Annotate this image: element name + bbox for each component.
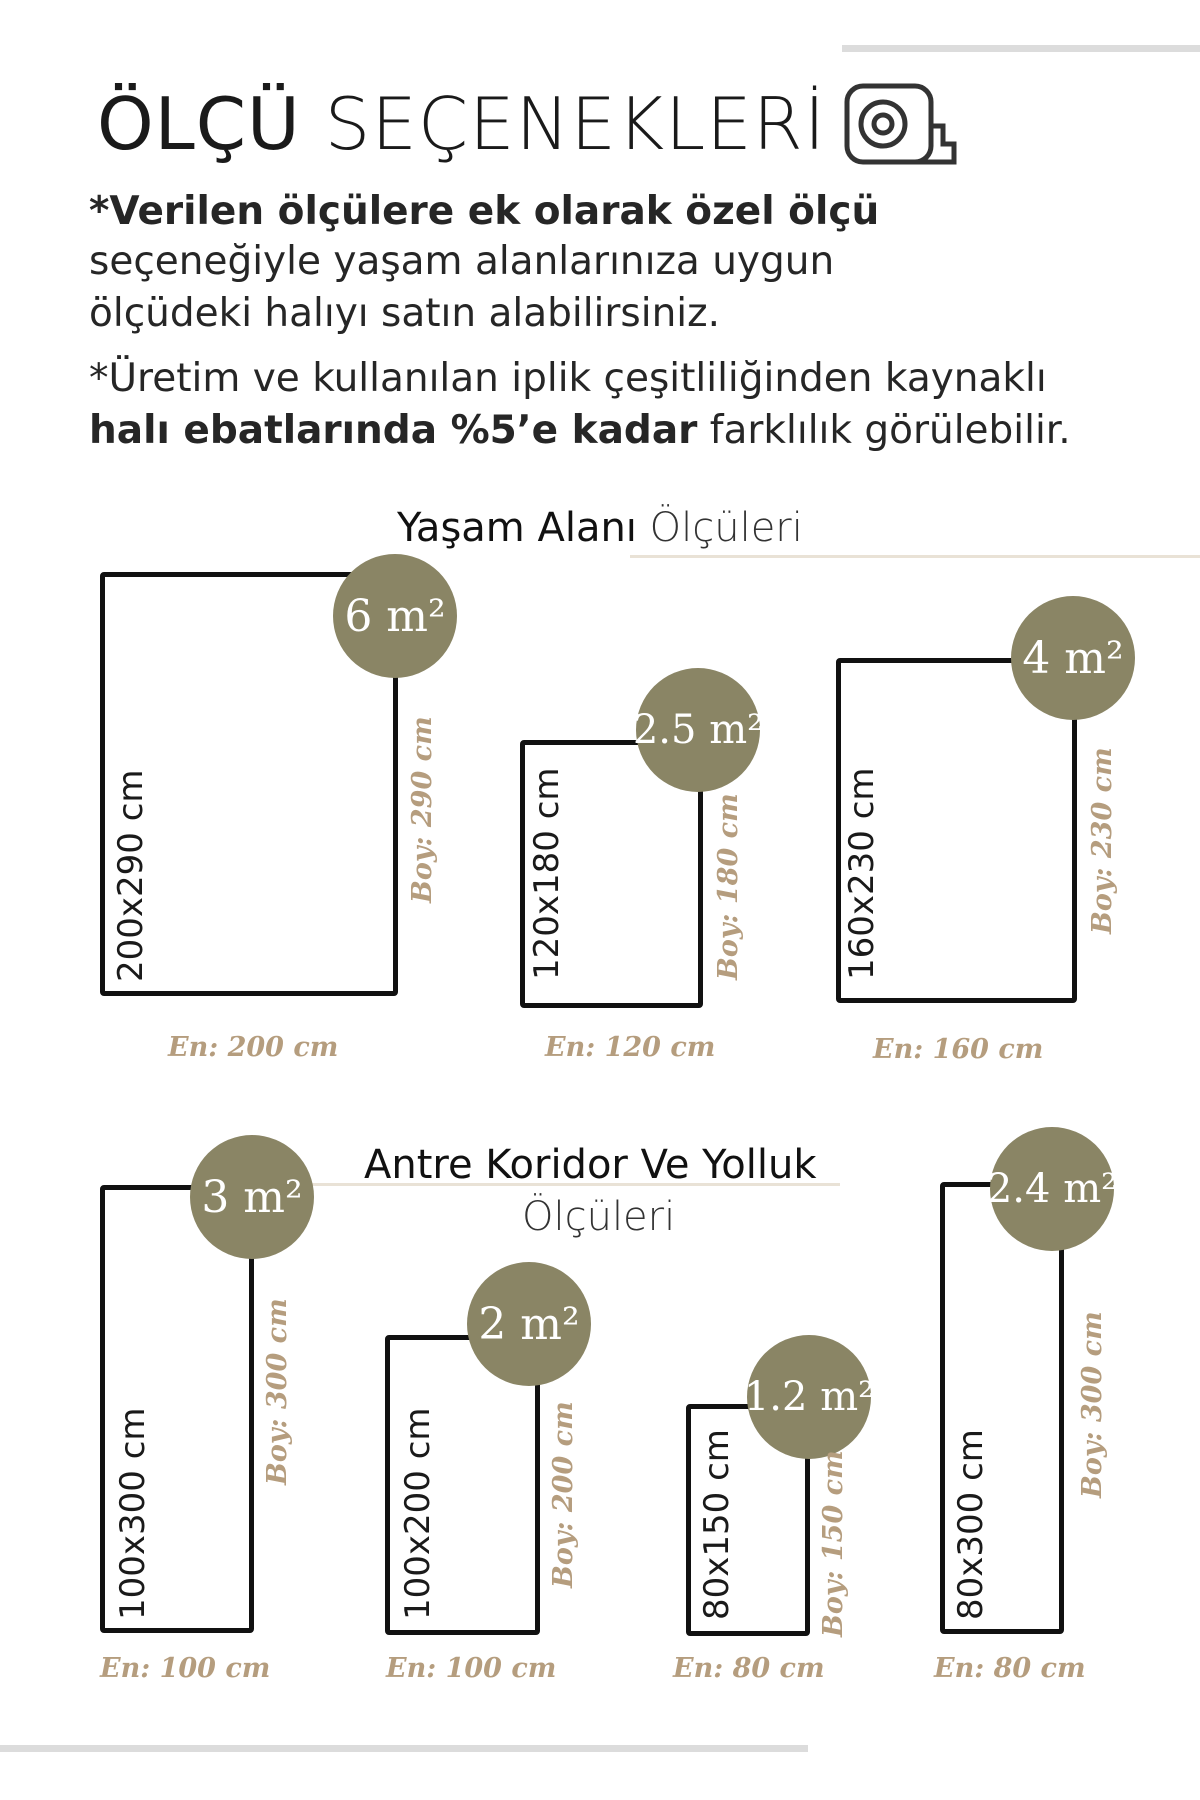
length-label: Boy: 300 cm <box>262 1298 293 1485</box>
area-badge: 6 m² <box>333 554 457 678</box>
length-label: Boy: 290 cm <box>407 716 438 903</box>
living-section-title: Yaşam Alanı Ölçüleri <box>397 505 803 551</box>
corridor-section-title-line2: Ölçüleri <box>522 1194 676 1240</box>
area-badge: 4 m² <box>1011 596 1135 720</box>
rug-size-label: 100x200 cm <box>398 1407 438 1620</box>
length-label: Boy: 200 cm <box>548 1401 579 1588</box>
note-custom-size-line2: seçeneğiyle yaşam alanlarınıza uygun <box>89 239 835 284</box>
area-badge: 1.2 m² <box>747 1335 871 1459</box>
area-badge: 2.4 m² <box>990 1127 1114 1251</box>
width-label: En: 160 cm <box>873 1034 1044 1065</box>
rug-size-label: 120x180 cm <box>527 767 567 980</box>
note-custom-size-line3: ölçüdeki halıyı satın alabilirsiniz. <box>89 291 720 336</box>
note-tolerance-line2: halı ebatlarında %5’e kadar farklılık görülebilir. <box>89 408 1071 453</box>
note-custom-size-line1: *Verilen ölçülere ek olarak özel ölçü <box>89 189 880 234</box>
page-title-bold: ÖLÇÜ <box>97 82 301 166</box>
rug-size-label: 80x150 cm <box>697 1429 737 1620</box>
rug-size-label: 200x290 cm <box>111 769 151 982</box>
width-label: En: 200 cm <box>168 1032 339 1063</box>
width-label: En: 80 cm <box>673 1653 825 1684</box>
living-section-rule <box>630 555 1200 558</box>
rug-size-label: 160x230 cm <box>842 767 882 980</box>
page-title <box>97 82 827 166</box>
area-badge: 2.5 m² <box>636 668 760 792</box>
width-label: En: 80 cm <box>934 1653 1086 1684</box>
bottom-divider <box>0 1745 808 1752</box>
rug-size-label: 100x300 cm <box>113 1407 153 1620</box>
length-label: Boy: 230 cm <box>1087 747 1118 934</box>
length-label: Boy: 300 cm <box>1077 1311 1108 1498</box>
length-label: Boy: 150 cm <box>818 1450 849 1637</box>
measuring-tape-icon <box>843 82 958 166</box>
corridor-section-title: Antre Koridor Ve Yolluk <box>364 1142 817 1188</box>
length-label: Boy: 180 cm <box>713 793 744 980</box>
rug-size-label: 80x300 cm <box>951 1429 991 1620</box>
page-title-light: SEÇENEKLERİ <box>324 82 827 166</box>
width-label: En: 100 cm <box>100 1653 271 1684</box>
area-badge: 3 m² <box>190 1135 314 1259</box>
note-tolerance-line1: *Üretim ve kullanılan iplik çeşitliliğinden kaynaklı <box>89 356 1047 401</box>
width-label: En: 100 cm <box>386 1653 557 1684</box>
top-divider <box>842 45 1200 52</box>
area-badge: 2 m² <box>467 1262 591 1386</box>
width-label: En: 120 cm <box>545 1032 716 1063</box>
